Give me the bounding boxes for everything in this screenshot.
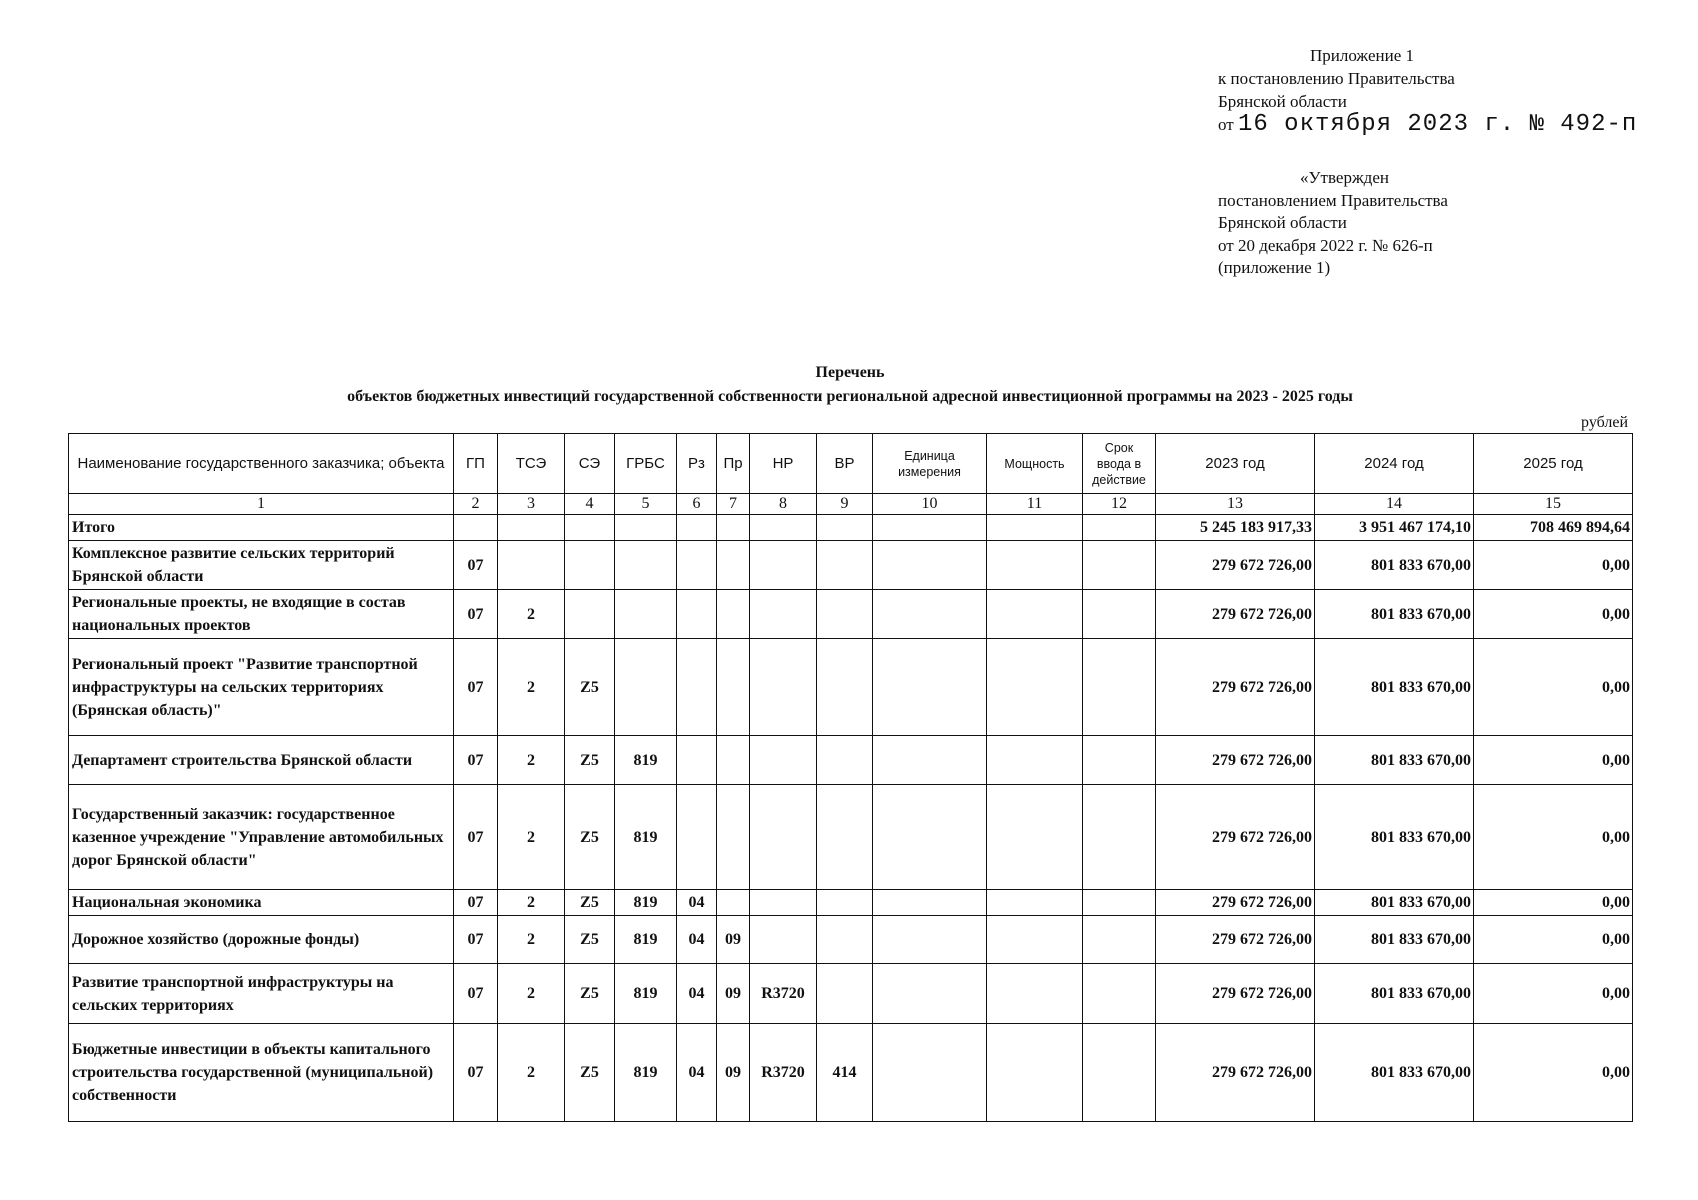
title-line-1: Перечень: [815, 364, 885, 381]
row-se: [565, 590, 615, 639]
row-gp: 07: [454, 785, 498, 890]
row-rz: 04: [677, 1024, 717, 1122]
col-number: 9: [817, 494, 873, 515]
row-gp: 07: [454, 916, 498, 964]
row-tse: 2: [498, 890, 565, 916]
row-power: [987, 964, 1083, 1024]
col-number: 12: [1083, 494, 1156, 515]
row-rz: [677, 736, 717, 785]
row-se: [565, 541, 615, 590]
row-gp: [454, 515, 498, 541]
header-se: СЭ: [565, 434, 615, 494]
approved-line-4: от 20 декабря 2022 г. № 626-п: [1218, 235, 1433, 255]
header-gp: ГП: [454, 434, 498, 494]
row-term: [1083, 590, 1156, 639]
row-2024: 801 833 670,00: [1315, 736, 1474, 785]
approved-block: [1218, 167, 1678, 280]
row-unit: [873, 590, 987, 639]
header-grbs: ГРБС: [615, 434, 677, 494]
row-tse: 2: [498, 1024, 565, 1122]
row-2023: 279 672 726,00: [1156, 541, 1315, 590]
table-row: [69, 890, 1633, 916]
col-number: 11: [987, 494, 1083, 515]
row-2025: 0,00: [1474, 890, 1633, 916]
row-grbs: 819: [615, 916, 677, 964]
row-power: [987, 785, 1083, 890]
row-pr: 09: [717, 1024, 750, 1122]
table-row: [69, 964, 1633, 1024]
row-nr: [750, 890, 817, 916]
table-row: [69, 785, 1633, 890]
row-tse: [498, 515, 565, 541]
row-nr: [750, 736, 817, 785]
col-number: 2: [454, 494, 498, 515]
row-term: [1083, 785, 1156, 890]
row-unit: [873, 785, 987, 890]
header-term: Срок ввода в действие: [1083, 434, 1156, 494]
row-2023: 279 672 726,00: [1156, 785, 1315, 890]
row-name: Региональный проект "Развитие транспортной инфраструктуры на сельских территориях (Брянская область)": [69, 639, 454, 736]
row-rz: [677, 639, 717, 736]
row-term: [1083, 639, 1156, 736]
row-grbs: 819: [615, 736, 677, 785]
row-2024: 801 833 670,00: [1315, 590, 1474, 639]
row-2024: 801 833 670,00: [1315, 541, 1474, 590]
row-power: [987, 639, 1083, 736]
row-gp: 07: [454, 736, 498, 785]
row-term: [1083, 541, 1156, 590]
row-pr: [717, 890, 750, 916]
row-tse: 2: [498, 590, 565, 639]
row-se: Z5: [565, 916, 615, 964]
row-2025: 0,00: [1474, 916, 1633, 964]
row-rz: 04: [677, 916, 717, 964]
row-vr: [817, 541, 873, 590]
row-term: [1083, 916, 1156, 964]
col-number: 10: [873, 494, 987, 515]
row-gp: 07: [454, 541, 498, 590]
row-nr: [750, 639, 817, 736]
row-name: Комплексное развитие сельских территорий Брянской области: [69, 541, 454, 590]
row-se: Z5: [565, 964, 615, 1024]
row-grbs: 819: [615, 1024, 677, 1122]
table-row: [69, 639, 1633, 736]
row-unit: [873, 916, 987, 964]
row-pr: [717, 590, 750, 639]
row-2025: 708 469 894,64: [1474, 515, 1633, 541]
row-grbs: [615, 639, 677, 736]
row-grbs: [615, 541, 677, 590]
row-name: Развитие транспортной инфраструктуры на сельских территориях: [69, 964, 454, 1024]
table-row-total: [69, 515, 1633, 541]
row-tse: [498, 541, 565, 590]
col-number: 1: [69, 494, 454, 515]
row-rz: 04: [677, 964, 717, 1024]
header-vr: ВР: [817, 434, 873, 494]
column-number-row: [69, 494, 1633, 515]
row-pr: 09: [717, 964, 750, 1024]
row-se: Z5: [565, 785, 615, 890]
row-power: [987, 541, 1083, 590]
row-2024: 801 833 670,00: [1315, 890, 1474, 916]
annex-line-2: к постановлению Правительства: [1218, 69, 1455, 88]
row-unit: [873, 1024, 987, 1122]
row-vr: [817, 916, 873, 964]
row-term: [1083, 736, 1156, 785]
header-nr: НР: [750, 434, 817, 494]
row-2023: 279 672 726,00: [1156, 736, 1315, 785]
row-name: Национальная экономика: [69, 890, 454, 916]
table-row: [69, 916, 1633, 964]
row-term: [1083, 890, 1156, 916]
row-rz: [677, 515, 717, 541]
annex-date-line: [1218, 113, 1678, 136]
approved-line-2: постановлением Правительства: [1218, 190, 1448, 210]
row-grbs: [615, 590, 677, 639]
table-row: [69, 1024, 1633, 1122]
row-se: Z5: [565, 736, 615, 785]
document-title: [60, 361, 1640, 409]
header-2024: 2024 год: [1315, 434, 1474, 494]
row-vr: [817, 890, 873, 916]
approved-line-5: (приложение 1): [1218, 258, 1331, 277]
col-number: 15: [1474, 494, 1633, 515]
header-pr: Пр: [717, 434, 750, 494]
header-power: Мощность: [987, 434, 1083, 494]
row-2023: 279 672 726,00: [1156, 590, 1315, 639]
row-vr: [817, 964, 873, 1024]
row-unit: [873, 515, 987, 541]
row-gp: 07: [454, 639, 498, 736]
row-vr: [817, 736, 873, 785]
row-gp: 07: [454, 964, 498, 1024]
row-2024: 3 951 467 174,10: [1315, 515, 1474, 541]
row-2023: 279 672 726,00: [1156, 916, 1315, 964]
row-name: Департамент строительства Брянской области: [69, 736, 454, 785]
row-power: [987, 736, 1083, 785]
row-2025: 0,00: [1474, 964, 1633, 1024]
row-nr: R3720: [750, 964, 817, 1024]
row-2023: 279 672 726,00: [1156, 1024, 1315, 1122]
row-rz: [677, 590, 717, 639]
row-vr: [817, 785, 873, 890]
row-power: [987, 1024, 1083, 1122]
table-row: [69, 590, 1633, 639]
row-nr: [750, 541, 817, 590]
row-unit: [873, 890, 987, 916]
row-tse: 2: [498, 639, 565, 736]
row-2024: 801 833 670,00: [1315, 1024, 1474, 1122]
header-tse: ТСЭ: [498, 434, 565, 494]
row-2023: 279 672 726,00: [1156, 964, 1315, 1024]
row-vr: 414: [817, 1024, 873, 1122]
investment-table: [68, 433, 1633, 1122]
row-2024: 801 833 670,00: [1315, 964, 1474, 1024]
row-2025: 0,00: [1474, 590, 1633, 639]
col-number: 13: [1156, 494, 1315, 515]
row-grbs: 819: [615, 964, 677, 1024]
row-name: Итого: [69, 515, 454, 541]
col-number: 7: [717, 494, 750, 515]
col-number: 14: [1315, 494, 1474, 515]
row-term: [1083, 515, 1156, 541]
annex-number-value: № 492-п: [1529, 111, 1638, 138]
header-2025: 2025 год: [1474, 434, 1633, 494]
row-pr: [717, 541, 750, 590]
row-2023: 279 672 726,00: [1156, 890, 1315, 916]
row-nr: [750, 785, 817, 890]
row-term: [1083, 1024, 1156, 1122]
row-tse: 2: [498, 964, 565, 1024]
header-row: [69, 434, 1633, 494]
annex-date-value: 16 октября 2023 г.: [1237, 111, 1516, 138]
row-power: [987, 916, 1083, 964]
table-row: [69, 541, 1633, 590]
row-2025: 0,00: [1474, 1024, 1633, 1122]
row-power: [987, 590, 1083, 639]
row-2024: 801 833 670,00: [1315, 785, 1474, 890]
table-row: [69, 736, 1633, 785]
row-vr: [817, 590, 873, 639]
row-unit: [873, 964, 987, 1024]
row-vr: [817, 515, 873, 541]
row-rz: [677, 541, 717, 590]
approved-line-3: Брянской области: [1218, 213, 1347, 232]
row-2024: 801 833 670,00: [1315, 916, 1474, 964]
annex-line-3: Брянской области: [1218, 92, 1347, 111]
row-se: Z5: [565, 639, 615, 736]
row-grbs: [615, 515, 677, 541]
row-tse: 2: [498, 736, 565, 785]
row-rz: 04: [677, 890, 717, 916]
row-2025: 0,00: [1474, 541, 1633, 590]
row-unit: [873, 736, 987, 785]
row-2025: 0,00: [1474, 785, 1633, 890]
title-line-2: объектов бюджетных инвестиций государственной собственности региональной адресной инвестиционной программы на 2023 - 2025 годы: [347, 388, 1353, 405]
row-pr: [717, 515, 750, 541]
header-rz: Рз: [677, 434, 717, 494]
row-nr: [750, 916, 817, 964]
row-pr: 09: [717, 916, 750, 964]
approved-line-1: «Утвержден: [1300, 168, 1389, 187]
col-number: 8: [750, 494, 817, 515]
row-name: Государственный заказчик: государственное казенное учреждение "Управление автомобильных дорог Брянской области": [69, 785, 454, 890]
row-name: Бюджетные инвестиции в объекты капитального строительства государственной (муниципальной) собственности: [69, 1024, 454, 1122]
row-grbs: 819: [615, 785, 677, 890]
row-tse: 2: [498, 785, 565, 890]
row-2025: 0,00: [1474, 639, 1633, 736]
row-grbs: 819: [615, 890, 677, 916]
row-2023: 279 672 726,00: [1156, 639, 1315, 736]
row-name: Дорожное хозяйство (дорожные фонды): [69, 916, 454, 964]
units-label: рублей: [1581, 414, 1628, 431]
annex-line-1: Приложение 1: [1310, 46, 1414, 65]
row-se: Z5: [565, 1024, 615, 1122]
row-nr: [750, 590, 817, 639]
header-unit: Единица измерения: [873, 434, 987, 494]
row-gp: 07: [454, 890, 498, 916]
col-number: 3: [498, 494, 565, 515]
row-2023: 5 245 183 917,33: [1156, 515, 1315, 541]
annex-block: [1218, 44, 1678, 136]
row-gp: 07: [454, 590, 498, 639]
annex-date-prefix: от: [1218, 115, 1234, 134]
row-gp: 07: [454, 1024, 498, 1122]
row-unit: [873, 639, 987, 736]
row-tse: 2: [498, 916, 565, 964]
row-rz: [677, 785, 717, 890]
row-power: [987, 515, 1083, 541]
row-nr: [750, 515, 817, 541]
row-name: Региональные проекты, не входящие в состав национальных проектов: [69, 590, 454, 639]
row-vr: [817, 639, 873, 736]
row-pr: [717, 785, 750, 890]
row-nr: R3720: [750, 1024, 817, 1122]
row-se: Z5: [565, 890, 615, 916]
col-number: 6: [677, 494, 717, 515]
row-pr: [717, 736, 750, 785]
row-2024: 801 833 670,00: [1315, 639, 1474, 736]
row-pr: [717, 639, 750, 736]
col-number: 5: [615, 494, 677, 515]
row-power: [987, 890, 1083, 916]
row-unit: [873, 541, 987, 590]
col-number: 4: [565, 494, 615, 515]
header-name: Наименование государственного заказчика; объекта: [69, 434, 454, 494]
row-term: [1083, 964, 1156, 1024]
header-2023: 2023 год: [1156, 434, 1315, 494]
row-2025: 0,00: [1474, 736, 1633, 785]
row-se: [565, 515, 615, 541]
